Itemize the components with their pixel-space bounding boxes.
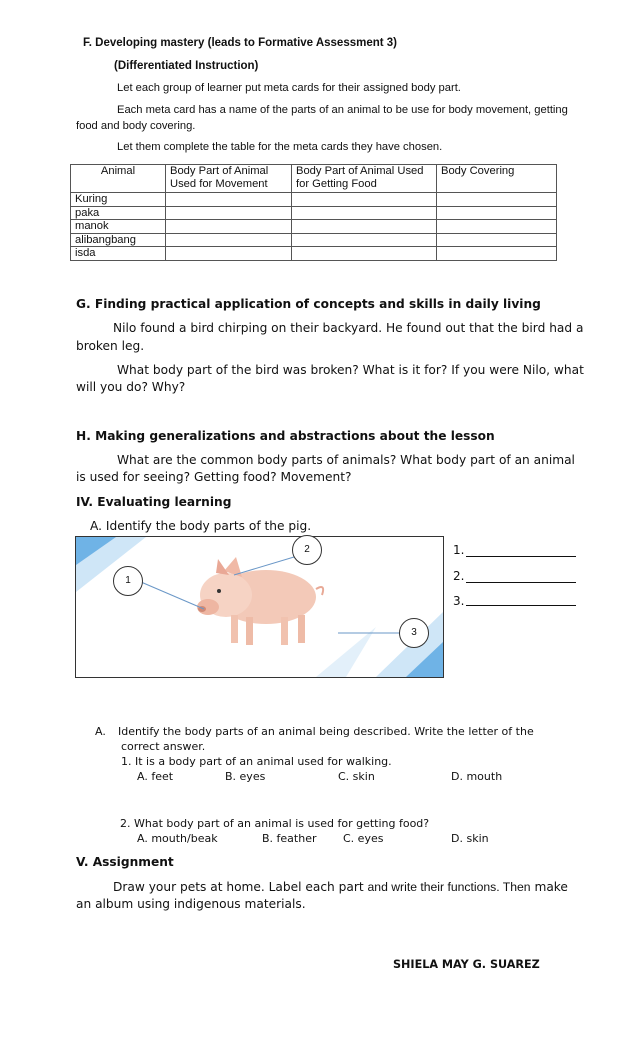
section-v-p1a — [113, 880, 568, 895]
quiz-letter: A. — [95, 725, 106, 738]
table-cell-blank[interactable] — [166, 193, 292, 207]
table-cell-blank[interactable] — [437, 206, 557, 220]
pig-task-label: A. Identify the body parts of the pig. — [90, 519, 312, 533]
section-v-heading: V. Assignment — [76, 855, 174, 869]
table-cell-animal: isda — [71, 247, 166, 261]
callout-1: 1 — [113, 566, 143, 596]
quiz-q2-option-d[interactable]: D. skin — [451, 832, 489, 845]
section-iv-heading: IV. Evaluating learning — [76, 495, 232, 509]
pig-illustration — [76, 537, 443, 677]
quiz-q1-option-b[interactable]: B. eyes — [225, 770, 266, 783]
quiz-q2-option-c[interactable]: C. eyes — [343, 832, 384, 845]
table-header-cell: Animal — [71, 165, 166, 193]
section-h-p1b: is used for seeing? Getting food? Movement? — [76, 470, 352, 484]
section-g-p2a: What body part of the bird was broken? What is it for? If you were Nilo, what — [117, 363, 584, 377]
table-cell-blank[interactable] — [437, 233, 557, 247]
table-cell-blank[interactable] — [292, 220, 437, 234]
table-cell-blank[interactable] — [292, 206, 437, 220]
table-header-cell: Body Part of Animal Used for Movement — [166, 165, 292, 193]
section-f-subheading: (Differentiated Instruction) — [114, 60, 259, 72]
table-header-cell: Body Part of Animal Used for Getting Food — [292, 165, 437, 193]
answer-line-3[interactable] — [466, 605, 576, 606]
section-g-p2b: will you do? Why? — [76, 380, 186, 394]
quiz-intro-line2: correct answer. — [121, 740, 206, 753]
table-cell-blank[interactable] — [166, 220, 292, 234]
table-cell-blank[interactable] — [437, 247, 557, 261]
answer-label-2: 2. — [453, 569, 465, 583]
callout-3: 3 — [399, 618, 429, 648]
callout-2: 2 — [292, 535, 322, 565]
table-cell-blank[interactable] — [292, 233, 437, 247]
quiz-question-1: 1. It is a body part of an animal used for walking. — [121, 755, 392, 768]
table-row — [71, 247, 557, 261]
answer-line-2[interactable] — [466, 582, 576, 583]
section-v-p1a-part3: make — [530, 880, 568, 894]
table-cell-animal: alibangbang — [71, 233, 166, 247]
answer-label-3: 3. — [453, 594, 465, 608]
section-g-p1a: Nilo found a bird chirping on their backyard. He found out that the bird had a — [113, 321, 584, 335]
quiz-intro-line1: Identify the body parts of an animal being described. Write the letter of the — [118, 725, 534, 738]
pig-picture-frame — [75, 536, 444, 678]
table-row — [71, 233, 557, 247]
table-header-cell: Body Covering — [437, 165, 557, 193]
section-f-line3: Let them complete the table for the meta cards they have chosen. — [117, 141, 443, 153]
quiz-q2-option-a[interactable]: A. mouth/beak — [137, 832, 218, 845]
section-f-heading: F. Developing mastery (leads to Formative Assessment 3) — [83, 37, 398, 49]
section-v-p1a-part1: Draw your pets at home. Label each part — [113, 880, 368, 894]
answer-label-1: 1. — [453, 543, 465, 557]
table-header-row — [71, 165, 557, 193]
quiz-q1-option-c[interactable]: C. skin — [338, 770, 375, 783]
quiz-q1-option-d[interactable]: D. mouth — [451, 770, 503, 783]
table-cell-blank[interactable] — [166, 233, 292, 247]
table-cell-blank[interactable] — [166, 247, 292, 261]
answer-line-1[interactable] — [466, 556, 576, 557]
table-cell-blank[interactable] — [292, 247, 437, 261]
quiz-q1-option-a[interactable]: A. feet — [137, 770, 174, 783]
meta-card-table — [70, 164, 557, 261]
quiz-q2-option-b[interactable]: B. feather — [262, 832, 317, 845]
section-g-p1b: broken leg. — [76, 339, 145, 353]
table-cell-animal: manok — [71, 220, 166, 234]
section-f-line2a: Each meta card has a name of the parts of an animal to be use for body movement, getting — [117, 104, 568, 116]
table-row — [71, 193, 557, 207]
table-row — [71, 220, 557, 234]
section-v-p1b: an album using indigenous materials. — [76, 897, 306, 911]
table-row — [71, 206, 557, 220]
section-h-p1a: What are the common body parts of animals? What body part of an animal — [117, 453, 575, 467]
section-g-heading: G. Finding practical application of concepts and skills in daily living — [76, 297, 541, 311]
section-f-line2b: food and body covering. — [76, 120, 196, 132]
table-cell-blank[interactable] — [166, 206, 292, 220]
table-cell-blank[interactable] — [292, 193, 437, 207]
section-v-p1a-part2: and write their functions. Then — [367, 880, 531, 894]
section-f-line1: Let each group of learner put meta cards for their assigned body part. — [117, 82, 461, 94]
quiz-question-2: 2. What body part of an animal is used for getting food? — [120, 817, 430, 830]
table-cell-animal: Kuring — [71, 193, 166, 207]
author-name: SHIELA MAY G. SUAREZ — [393, 958, 540, 971]
table-cell-blank[interactable] — [437, 220, 557, 234]
table-cell-blank[interactable] — [437, 193, 557, 207]
table-cell-animal: paka — [71, 206, 166, 220]
section-h-heading: H. Making generalizations and abstractions about the lesson — [76, 429, 495, 443]
